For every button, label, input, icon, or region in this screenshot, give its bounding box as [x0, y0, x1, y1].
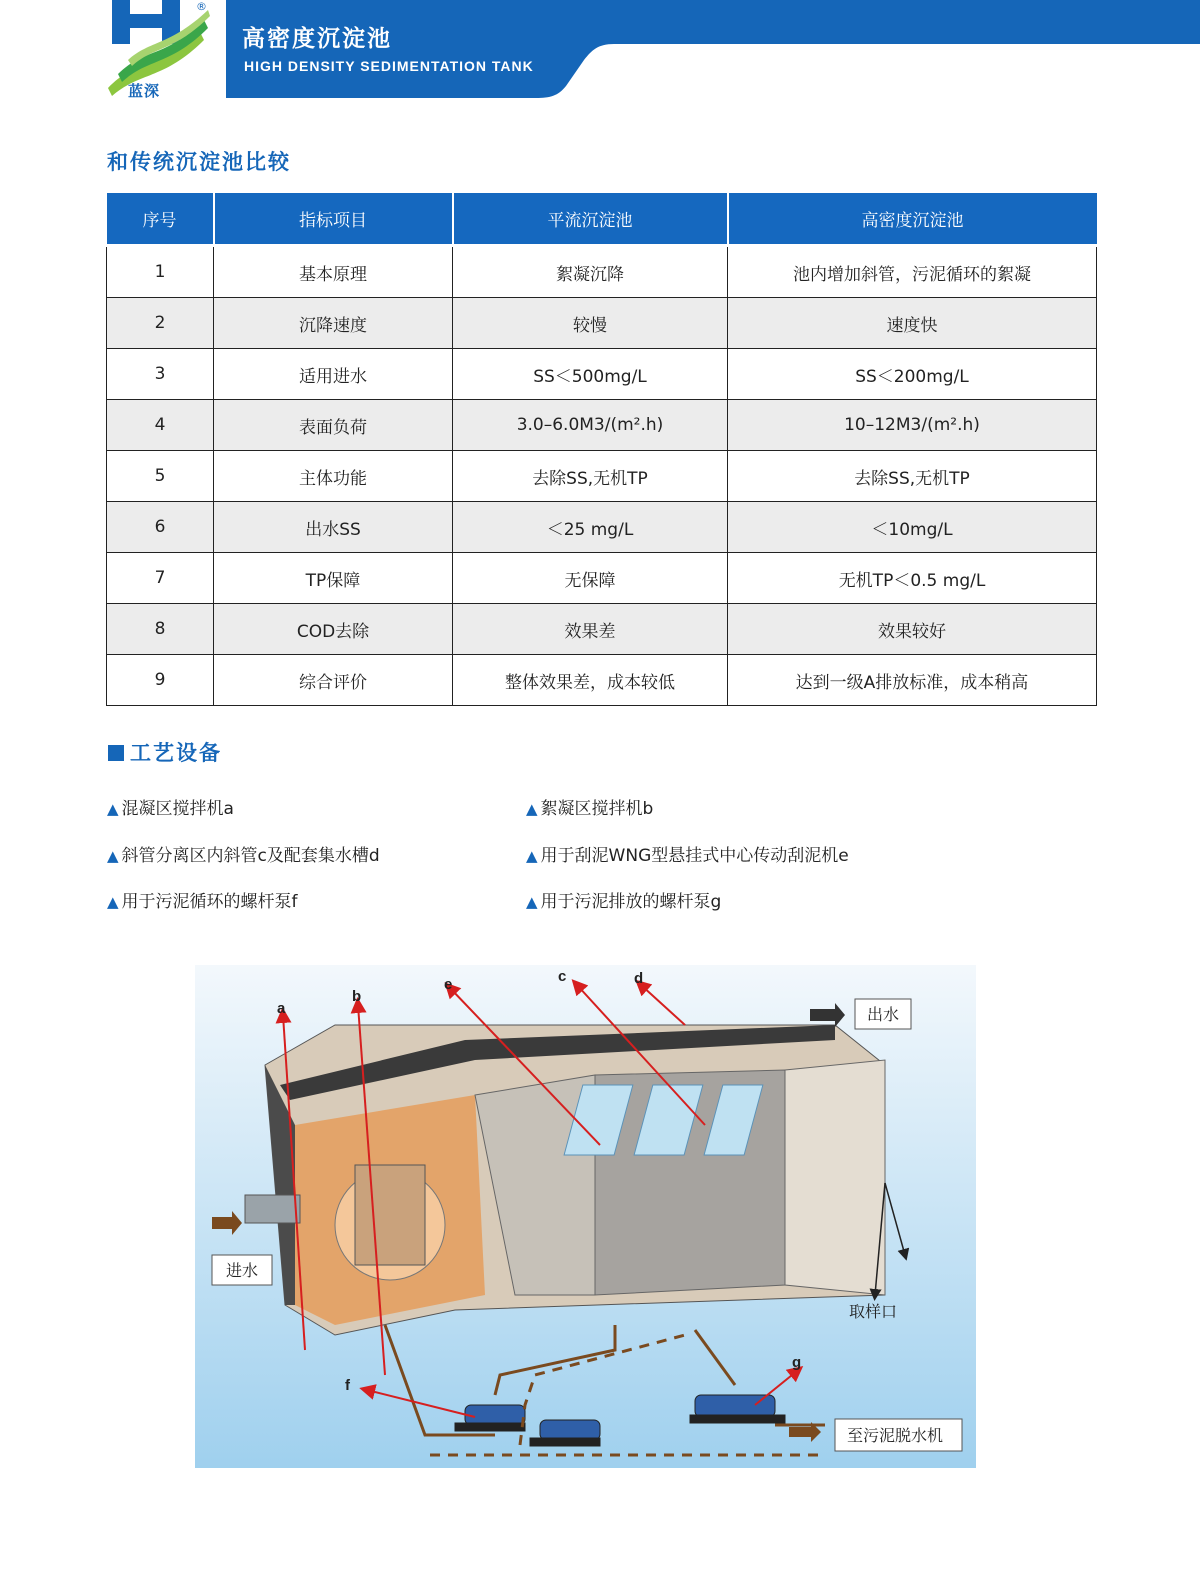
callout-b: b	[352, 988, 362, 1005]
row-number: 2	[107, 298, 214, 349]
equipment-section-title	[108, 737, 222, 767]
sampling-port-label: 取样口	[849, 1302, 898, 1321]
row-conventional: 整体效果差，成本较低	[453, 655, 728, 706]
row-item: 综合评价	[214, 655, 453, 706]
row-high-density: 达到一级A排放标准，成本稍高	[728, 655, 1097, 706]
row-item: 沉降速度	[214, 298, 453, 349]
row-high-density: 效果较好	[728, 604, 1097, 655]
row-item: COD去除	[214, 604, 453, 655]
triangle-icon: ▲	[107, 800, 119, 818]
equipment-item-text: 斜管分离区内斜管c及配套集水槽d	[121, 846, 380, 866]
row-number: 1	[107, 246, 214, 298]
row-conventional: ＜25 mg/L	[453, 502, 728, 553]
triangle-icon: ▲	[526, 847, 538, 865]
row-number: 4	[107, 400, 214, 451]
column-header: 平流沉淀池	[453, 193, 728, 246]
row-item: 表面负荷	[214, 400, 453, 451]
row-conventional: 去除SS,无机TP	[453, 451, 728, 502]
equipment-item	[107, 887, 298, 912]
equipment-item	[107, 794, 234, 819]
row-high-density: 速度快	[728, 298, 1097, 349]
page-title: 高密度沉淀池	[242, 26, 392, 52]
column-header: 指标项目	[214, 193, 453, 246]
triangle-icon: ▲	[526, 893, 538, 911]
equipment-item	[107, 841, 380, 866]
row-number: 6	[107, 502, 214, 553]
row-number: 3	[107, 349, 214, 400]
row-item: 适用进水	[214, 349, 453, 400]
table-row	[107, 502, 1097, 553]
callout-c: c	[558, 968, 567, 985]
column-header: 高密度沉淀池	[728, 193, 1097, 246]
equipment-item-text: 混凝区搅拌机a	[121, 799, 234, 819]
equipment-item	[526, 887, 721, 912]
table-header-row	[107, 193, 1097, 246]
callout-g: g	[792, 1354, 802, 1371]
row-number: 7	[107, 553, 214, 604]
inlet-label: 进水	[226, 1261, 259, 1280]
table-row	[107, 400, 1097, 451]
table-row	[107, 349, 1097, 400]
logo-text: 蓝深	[128, 82, 161, 100]
screw-pump-g	[690, 1395, 785, 1423]
callout-f: f	[345, 1377, 350, 1394]
row-high-density: 无机TP＜0.5 mg/L	[728, 553, 1097, 604]
row-number: 9	[107, 655, 214, 706]
equipment-item-text: 用于污泥循环的螺杆泵f	[121, 892, 298, 912]
row-item: TP保障	[214, 553, 453, 604]
screw-pump-f	[455, 1405, 525, 1431]
callout-d: d	[634, 970, 644, 987]
tank-structure	[245, 1025, 885, 1335]
screw-pump-spare	[530, 1420, 600, 1446]
row-conventional: SS＜500mg/L	[453, 349, 728, 400]
outlet-label: 出水	[867, 1005, 900, 1024]
process-diagram	[195, 965, 976, 1468]
row-item: 出水SS	[214, 502, 453, 553]
row-item: 主体功能	[214, 451, 453, 502]
row-conventional: 3.0–6.0M3/(m².h)	[453, 400, 728, 451]
column-header: 序号	[107, 193, 214, 246]
equipment-item	[526, 841, 849, 866]
comparison-table	[106, 193, 1097, 706]
row-high-density: SS＜200mg/L	[728, 349, 1097, 400]
row-conventional: 无保障	[453, 553, 728, 604]
equipment-item-text: 用于刮泥WNG型悬挂式中心传动刮泥机e	[540, 846, 849, 866]
row-conventional: 效果差	[453, 604, 728, 655]
sludge-dewatering-label: 至污泥脱水机	[847, 1426, 944, 1445]
row-high-density: 池内增加斜管，污泥循环的絮凝	[728, 246, 1097, 298]
comparison-section-title: 和传统沉淀池比较	[107, 150, 291, 174]
callout-a: a	[277, 1000, 286, 1017]
table-row	[107, 246, 1097, 298]
equipment-item-text: 絮凝区搅拌机b	[540, 799, 654, 819]
row-conventional: 较慢	[453, 298, 728, 349]
page-subtitle: HIGH DENSITY SEDIMENTATION TANK	[244, 58, 534, 74]
row-high-density: ＜10mg/L	[728, 502, 1097, 553]
equipment-title-text: 工艺设备	[130, 741, 222, 765]
row-conventional: 絮凝沉降	[453, 246, 728, 298]
table-row	[107, 604, 1097, 655]
equipment-item-text: 用于污泥排放的螺杆泵g	[540, 892, 722, 912]
row-item: 基本原理	[214, 246, 453, 298]
row-high-density: 去除SS,无机TP	[728, 451, 1097, 502]
registered-mark: ®	[196, 0, 207, 13]
triangle-icon: ▲	[107, 847, 119, 865]
row-number: 8	[107, 604, 214, 655]
table-row	[107, 451, 1097, 502]
triangle-icon: ▲	[107, 893, 119, 911]
callout-e: e	[444, 976, 453, 993]
equipment-item	[526, 794, 653, 819]
table-row	[107, 655, 1097, 706]
square-bullet-icon	[108, 745, 124, 761]
table-row	[107, 298, 1097, 349]
table-row	[107, 553, 1097, 604]
row-number: 5	[107, 451, 214, 502]
row-high-density: 10–12M3/(m².h)	[728, 400, 1097, 451]
triangle-icon: ▲	[526, 800, 538, 818]
